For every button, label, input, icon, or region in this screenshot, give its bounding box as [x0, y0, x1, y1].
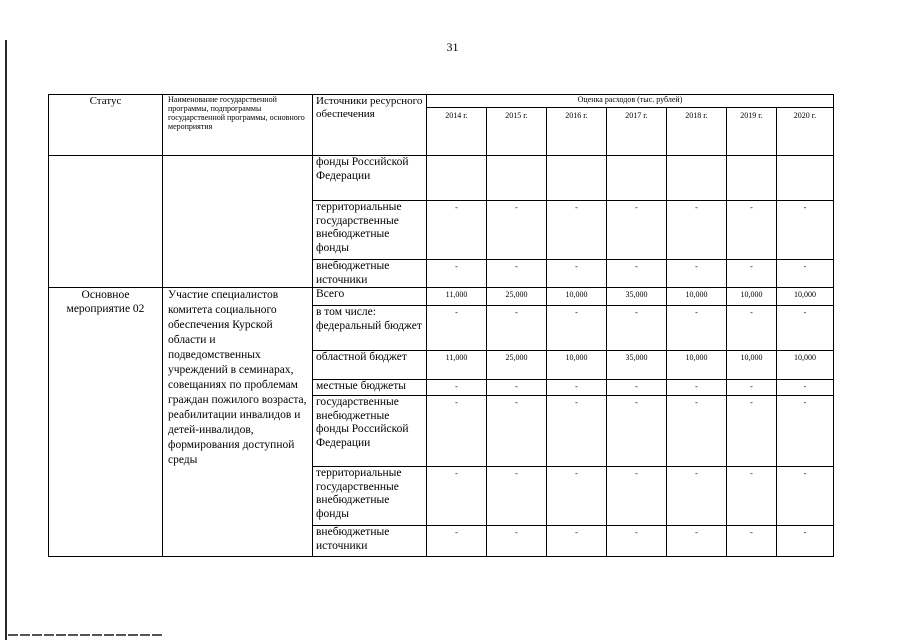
value-cell: -	[777, 201, 834, 260]
scan-left-edge	[5, 40, 7, 640]
value-cell: 25,000	[487, 351, 547, 380]
header-year: 2019 г.	[727, 108, 777, 156]
value-cell: -	[607, 201, 667, 260]
value-cell: -	[667, 467, 727, 526]
value-cell: -	[727, 306, 777, 351]
value-cell: -	[547, 467, 607, 526]
value-cell: -	[777, 260, 834, 288]
table-row	[49, 288, 834, 306]
value-cell: -	[727, 467, 777, 526]
value-cell: 25,000	[487, 288, 547, 306]
value-cell: -	[667, 380, 727, 396]
scan-bottom-line	[8, 634, 163, 636]
header-year: 2018 г.	[667, 108, 727, 156]
value-cell: 11,000	[427, 351, 487, 380]
value-cell: 10,000	[777, 351, 834, 380]
source-cell: фонды Российской Федерации	[313, 156, 427, 201]
value-cell: -	[547, 306, 607, 351]
value-cell: 10,000	[667, 351, 727, 380]
value-cell: -	[667, 526, 727, 557]
value-cell: 11,000	[427, 288, 487, 306]
measure-status: Основное мероприятие 02	[49, 288, 163, 557]
value-cell: 10,000	[547, 351, 607, 380]
value-cell: -	[607, 260, 667, 288]
value-cell: -	[727, 380, 777, 396]
value-cell: -	[427, 306, 487, 351]
expenses-table	[48, 94, 834, 557]
measure-name: Участие специалистов комитета социального обеспечения Курской области и подведомственных учреждений в семинарах, совещаниях по проблемам граждан пожилого возраста, реабилитации инвалидов и детей-инвалидов, формирования доступной среды	[163, 288, 313, 557]
value-cell: -	[727, 201, 777, 260]
header-year: 2016 г.	[547, 108, 607, 156]
value-cell: -	[777, 380, 834, 396]
value-cell: -	[547, 526, 607, 557]
value-cell: -	[607, 380, 667, 396]
source-cell: в том числе: федеральный бюджет	[313, 306, 427, 351]
status-cell-empty	[49, 156, 163, 288]
value-cell: -	[607, 526, 667, 557]
value-cell: 35,000	[607, 351, 667, 380]
source-cell: внебюджетные источники	[313, 526, 427, 557]
value-cell: -	[487, 260, 547, 288]
value-cell: -	[667, 306, 727, 351]
value-cell: -	[727, 526, 777, 557]
source-cell: территориальные государственные внебюджетные фонды	[313, 467, 427, 526]
source-cell: территориальные государственные внебюджетные фонды	[313, 201, 427, 260]
value-cell: 35,000	[607, 288, 667, 306]
source-cell: государственные внебюджетные фонды Российской Федерации	[313, 396, 427, 467]
name-cell-empty	[163, 156, 313, 288]
header-expenses-group: Оценка расходов (тыс. рублей)	[427, 95, 834, 108]
header-name: Наименование государственной программы, подпрограммы государственной программы, основного мероприятия	[163, 95, 313, 156]
value-cell: 10,000	[727, 351, 777, 380]
value-cell: -	[777, 526, 834, 557]
value-cell	[487, 156, 547, 201]
value-cell: -	[427, 260, 487, 288]
value-cell: -	[427, 396, 487, 467]
value-cell: -	[547, 260, 607, 288]
value-cell: -	[667, 201, 727, 260]
value-cell: 10,000	[547, 288, 607, 306]
value-cell: -	[487, 396, 547, 467]
value-cell	[427, 156, 487, 201]
header-year: 2015 г.	[487, 108, 547, 156]
value-cell: 10,000	[777, 288, 834, 306]
value-cell	[607, 156, 667, 201]
header-sources: Источники ресурсного обеспечения	[313, 95, 427, 156]
header-status: Статус	[49, 95, 163, 156]
value-cell: -	[727, 396, 777, 467]
value-cell: -	[427, 526, 487, 557]
value-cell: -	[487, 380, 547, 396]
value-cell	[667, 156, 727, 201]
source-cell: внебюджетные источники	[313, 260, 427, 288]
value-cell: -	[727, 260, 777, 288]
table-row	[49, 156, 834, 201]
value-cell: -	[607, 396, 667, 467]
source-cell: областной бюджет	[313, 351, 427, 380]
value-cell: -	[487, 526, 547, 557]
value-cell: -	[547, 380, 607, 396]
value-cell	[727, 156, 777, 201]
value-cell: -	[667, 260, 727, 288]
value-cell	[777, 156, 834, 201]
value-cell: -	[607, 467, 667, 526]
source-cell: местные бюджеты	[313, 380, 427, 396]
value-cell: -	[427, 467, 487, 526]
header-year: 2020 г.	[777, 108, 834, 156]
value-cell: -	[667, 396, 727, 467]
value-cell: -	[487, 201, 547, 260]
value-cell: -	[487, 306, 547, 351]
value-cell: -	[607, 306, 667, 351]
value-cell: -	[547, 396, 607, 467]
value-cell: -	[547, 201, 607, 260]
page-number: 31	[446, 40, 459, 54]
value-cell: 10,000	[727, 288, 777, 306]
value-cell: 10,000	[667, 288, 727, 306]
source-cell: Всего	[313, 288, 427, 306]
value-cell	[547, 156, 607, 201]
header-year: 2017 г.	[607, 108, 667, 156]
header-year: 2014 г.	[427, 108, 487, 156]
value-cell: -	[427, 380, 487, 396]
value-cell: -	[777, 467, 834, 526]
value-cell: -	[777, 396, 834, 467]
value-cell: -	[487, 467, 547, 526]
value-cell: -	[427, 201, 487, 260]
value-cell: -	[777, 306, 834, 351]
